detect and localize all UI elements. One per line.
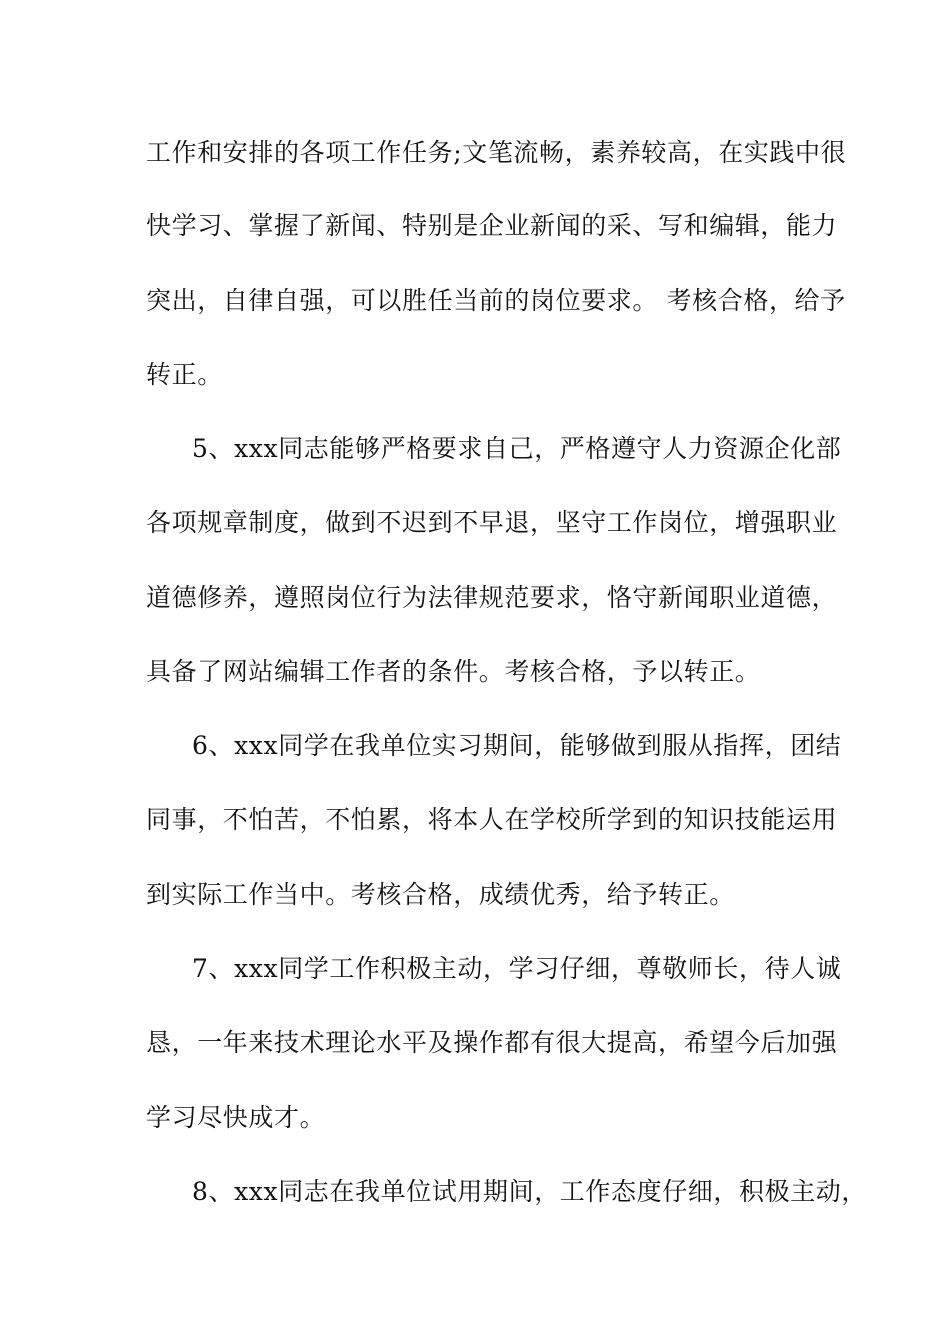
text-line: 道德修养，遵照岗位行为法律规范要求，恪守新闻职业道德， <box>146 583 838 612</box>
text-line: 突出，自律自强，可以胜任当前的岗位要求。 考核合格，给予 <box>146 286 846 315</box>
text-line: 具备了网站编辑工作者的条件。考核合格，予以转正。 <box>146 657 761 686</box>
paragraph-6-first-line: 6、xxx同学在我单位实习期间，能够做到服从指挥，团结 <box>192 731 842 760</box>
text-line: 恳，一年来技术理论水平及操作都有很大提高，希望今后加强 <box>146 1028 838 1057</box>
text-line: 各项规章制度，做到不迟到不早退，坚守工作岗位，增强职业 <box>146 508 838 537</box>
text-line: 工作和安排的各项工作任务;文笔流畅，素养较高，在实践中很 <box>146 138 847 167</box>
paragraph-5-first-line: 5、xxx同志能够严格要求自己，严格遵守人力资源企化部 <box>192 434 842 463</box>
text-line: 转正。 <box>146 360 223 389</box>
text-line: 到实际工作当中。考核合格，成绩优秀，给予转正。 <box>146 880 735 909</box>
text-line: 快学习、掌握了新闻、特别是企业新闻的采、写和编辑，能力 <box>146 211 838 240</box>
text-line: 学习尽快成才。 <box>146 1103 326 1132</box>
paragraph-8-first-line: 8、xxx同志在我单位试用期间，工作态度仔细，积极主动， <box>192 1177 868 1206</box>
paragraph-7-first-line: 7、xxx同学工作积极主动，学习仔细，尊敬师长，待人诚 <box>192 954 842 983</box>
text-line: 同事，不怕苦，不怕累，将本人在学校所学到的知识技能运用 <box>146 805 838 834</box>
